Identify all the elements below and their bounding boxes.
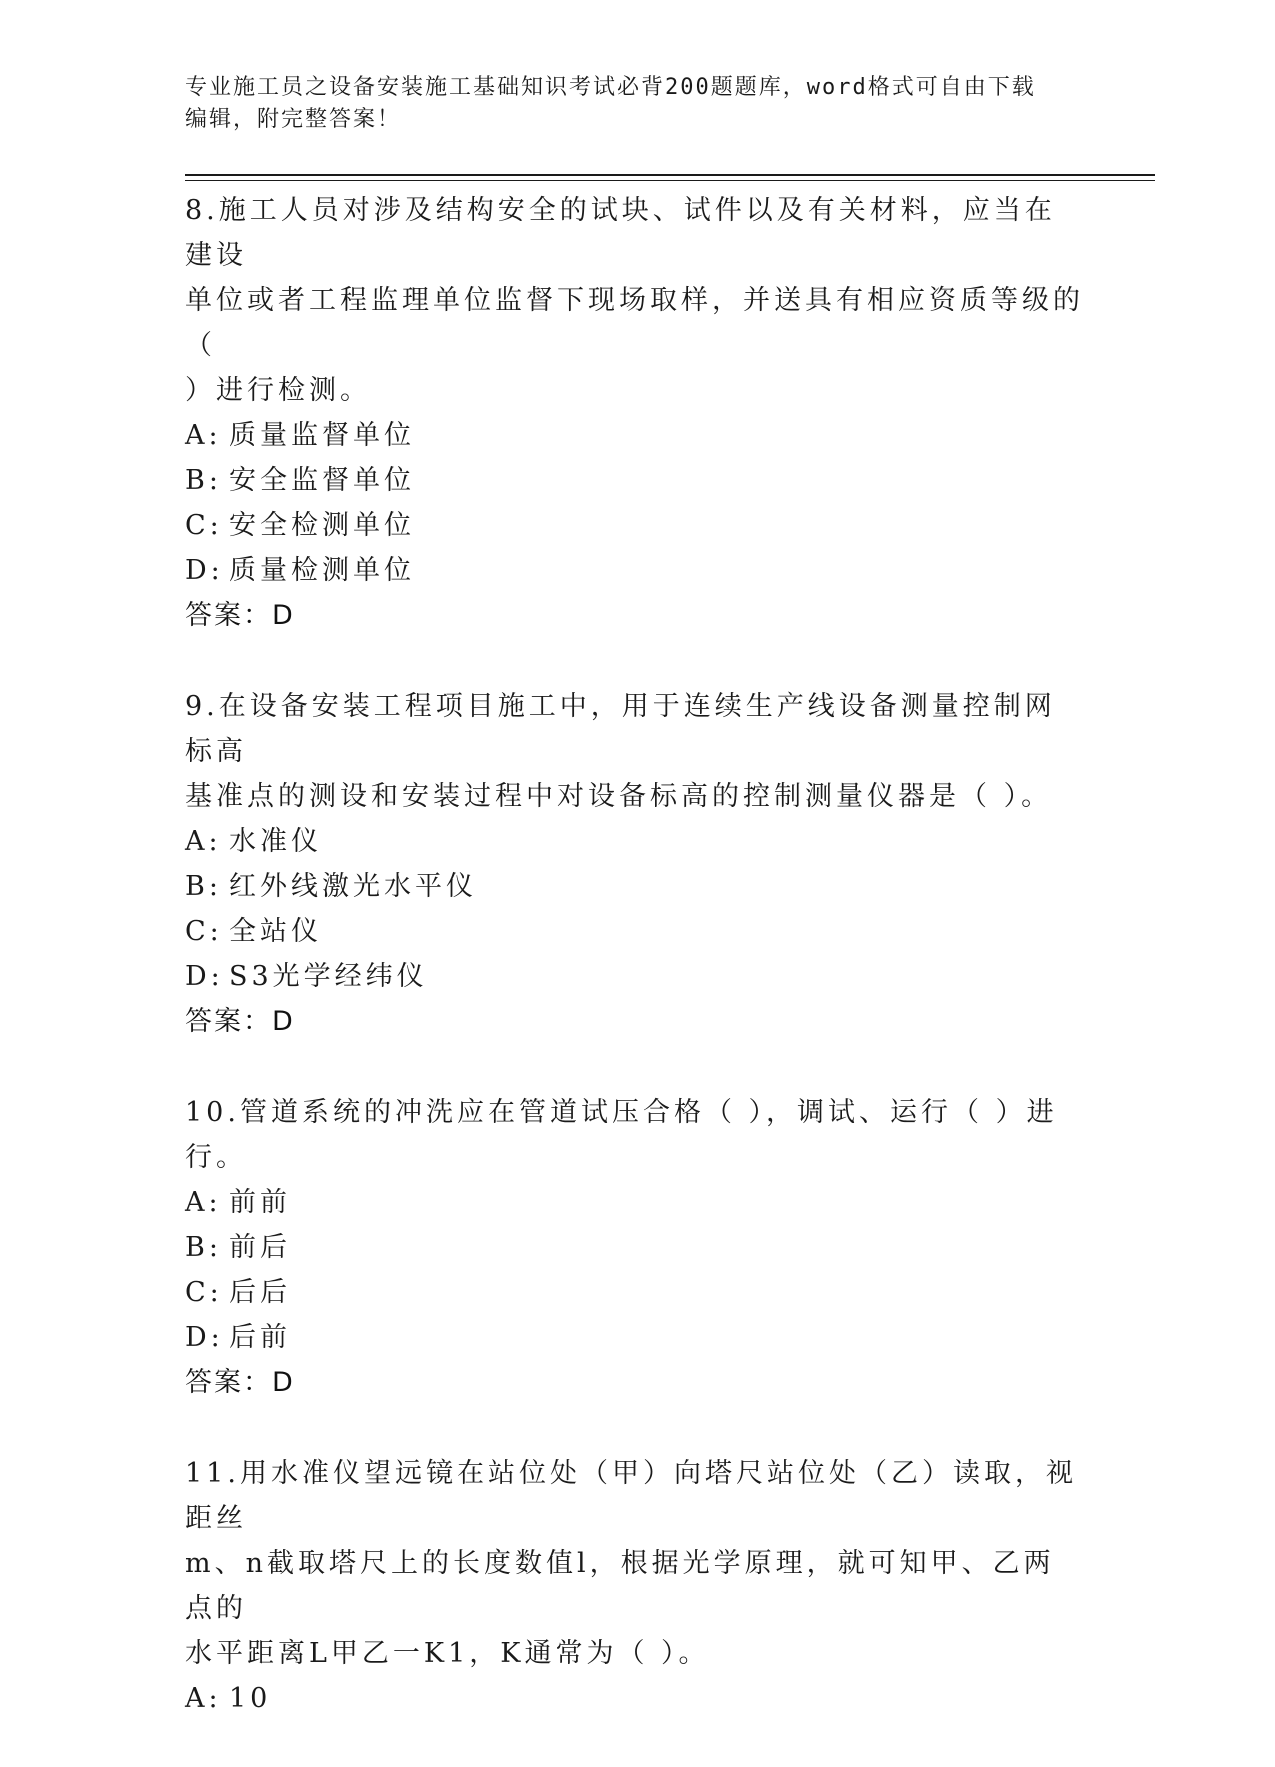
option-text: 质量检测单位: [229, 555, 415, 586]
option-key: A:: [185, 420, 222, 451]
option-key: A:: [185, 1187, 222, 1218]
option-key: A:: [185, 826, 222, 857]
option-a: [185, 413, 1085, 458]
option-key: D:: [185, 1322, 224, 1353]
option-b: [185, 458, 1085, 503]
header-rule-thick: [185, 174, 1155, 176]
option-text: 前前: [229, 1187, 291, 1218]
option-text: S3光学经纬仪: [229, 961, 428, 992]
option-key: C:: [185, 916, 223, 947]
question-stem-line: 9.在设备安装工程项目施工中，用于连续生产线设备测量控制网标高: [185, 691, 1056, 767]
question-stem-line: 10.管道系统的冲洗应在管道试压合格（ ），调试、运行（ ）进行。: [185, 1097, 1058, 1173]
option-d: [185, 1315, 1085, 1360]
option-key: C:: [185, 510, 223, 541]
option-text: 安全监督单位: [229, 465, 415, 496]
option-b: [185, 864, 1085, 909]
option-text: 红外线激光水平仪: [229, 871, 477, 902]
option-text: 后前: [229, 1322, 291, 1353]
question-9: [185, 684, 1085, 1044]
option-a: [185, 1180, 1085, 1225]
question-11: [185, 1451, 1085, 1721]
document-header: [185, 72, 1065, 136]
question-list: [185, 188, 1085, 1767]
question-stem-line: m、n截取塔尺上的长度数值l，根据光学原理，就可知甲、乙两点的: [185, 1548, 1055, 1624]
option-c: [185, 1270, 1085, 1315]
option-text: 后后: [229, 1277, 291, 1308]
option-text: 全站仪: [229, 916, 322, 947]
option-a: [185, 1676, 1085, 1721]
option-c: [185, 503, 1085, 548]
answer-line: 答案：D: [185, 1006, 295, 1037]
question-stem-line: 单位或者工程监理单位监督下现场取样，并送具有相应资质等级的（: [185, 285, 1084, 361]
question-stem-line: 11.用水准仪望远镜在站位处（甲）向塔尺站位处（乙）读取，视距丝: [185, 1458, 1077, 1534]
question-stem-line: 基准点的测设和安装过程中对设备标高的控制测量仪器是（ ）。: [185, 781, 1053, 812]
answer-line: 答案：D: [185, 600, 295, 631]
answer-line: 答案：D: [185, 1367, 295, 1398]
question-8: [185, 188, 1085, 638]
option-key: A:: [185, 1683, 222, 1714]
option-c: [185, 909, 1085, 954]
header-line-2: 编辑，附完整答案！: [185, 107, 402, 132]
question-stem-line: 水平距离L甲乙一K1，K通常为（ ）。: [185, 1638, 710, 1669]
option-b: [185, 1225, 1085, 1270]
header-rule-thin: [185, 180, 1155, 181]
option-key: D:: [185, 555, 224, 586]
option-text: 前后: [229, 1232, 291, 1263]
option-text: 质量监督单位: [229, 420, 415, 451]
option-key: B:: [185, 1232, 222, 1263]
option-key: D:: [185, 961, 224, 992]
option-key: B:: [185, 465, 222, 496]
option-key: B:: [185, 871, 222, 902]
question-stem-line: ）进行检测。: [185, 375, 371, 406]
option-a: [185, 819, 1085, 864]
question-stem-line: 8.施工人员对涉及结构安全的试块、试件以及有关材料，应当在建设: [185, 195, 1056, 271]
question-10: [185, 1090, 1085, 1405]
option-d: [185, 548, 1085, 593]
option-text: 水准仪: [229, 826, 322, 857]
option-text: 安全检测单位: [229, 510, 415, 541]
header-line-1: 专业施工员之设备安装施工基础知识考试必背200题题库，word格式可自由下载: [185, 75, 1036, 100]
option-text: 10: [229, 1683, 272, 1714]
option-d: [185, 954, 1085, 999]
option-key: C:: [185, 1277, 223, 1308]
